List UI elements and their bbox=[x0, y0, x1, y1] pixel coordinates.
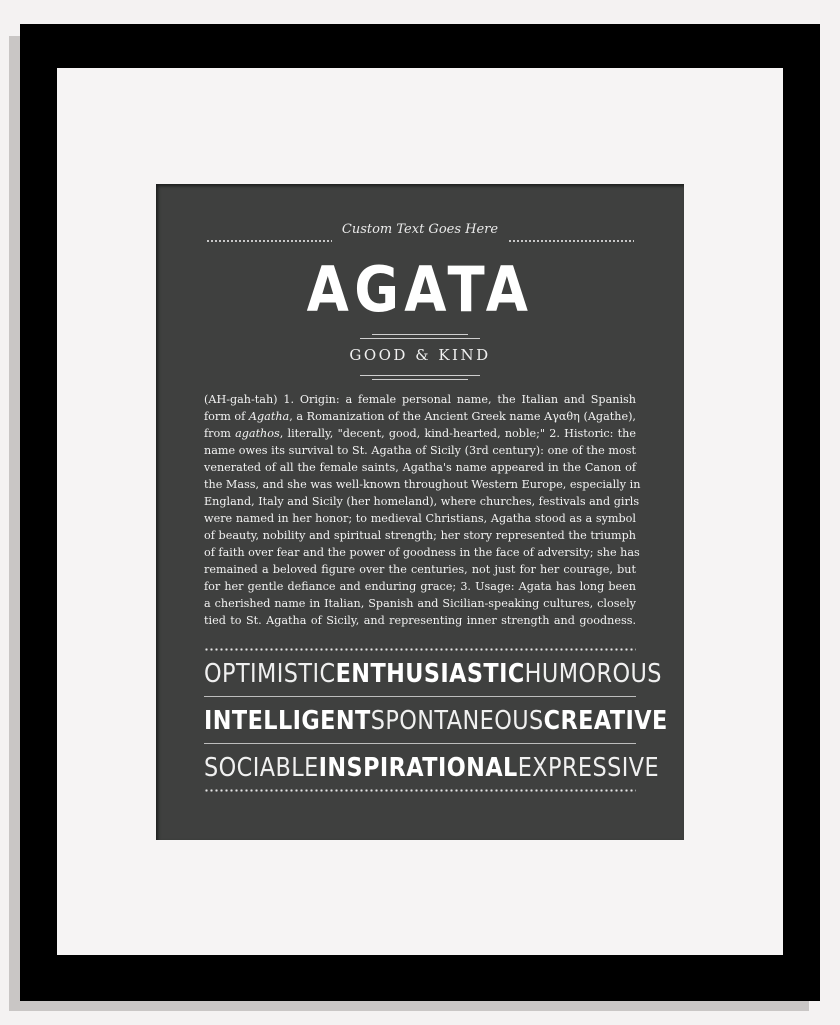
trait: HUMOROUS bbox=[524, 659, 662, 689]
dotted-rule-traits-bottom bbox=[204, 789, 636, 792]
name-title: AGATA bbox=[306, 253, 534, 326]
trait: INSPIRATIONAL bbox=[318, 753, 518, 783]
definition-line: the Mass, and she was well-known throughout Western Europe, especially in bbox=[204, 478, 641, 491]
trait-separator bbox=[204, 696, 636, 697]
definition-line: (AH-gah-tah) 1. Origin: a female personal name, the Italian and Spanish bbox=[204, 393, 636, 406]
trait: CREATIVE bbox=[543, 706, 668, 736]
custom-text: Custom Text Goes Here bbox=[341, 222, 499, 237]
trait-row-1 bbox=[204, 654, 662, 694]
trait: ENTHUSIASTIC bbox=[335, 659, 525, 689]
dotted-rule-right bbox=[508, 240, 634, 242]
definition-line: remained a beloved figure over the centuries, not just for her courage, but bbox=[204, 563, 636, 576]
trait: SOCIABLE bbox=[204, 753, 319, 783]
definition-line: venerated of all the female saints, Agatha's name appeared in the Canon of bbox=[204, 461, 636, 474]
definition-line: a cherished name in Italian, Spanish and Sicilian-speaking cultures, closely bbox=[204, 597, 636, 610]
definition-line: form of Agatha, a Romanization of the Ancient Greek name Αγαθη (Agathe), bbox=[204, 410, 636, 423]
trait-row-3 bbox=[204, 748, 660, 788]
trait-separator bbox=[204, 743, 636, 744]
trait: EXPRESSIVE bbox=[517, 753, 660, 783]
definition-line: for her gentle defiance and enduring grace; 3. Usage: Agata has long been bbox=[204, 580, 636, 593]
trait: OPTIMISTIC bbox=[204, 659, 336, 689]
definition-line: name owes its survival to St. Agatha of Sicily (3rd century): one of the most bbox=[204, 444, 636, 457]
dotted-rule-left bbox=[206, 240, 332, 242]
print-panel bbox=[156, 184, 684, 840]
trait-row-2 bbox=[204, 701, 668, 741]
name-meaning: GOOD & KIND bbox=[349, 346, 491, 364]
definition-line: England, Italy and Sicily (her homeland), where churches, festivals and girls bbox=[204, 495, 640, 508]
rule-top-1 bbox=[372, 334, 468, 335]
definition-line: of beauty, nobility and spiritual strength; her story represented the triumph bbox=[204, 529, 636, 542]
rule-top-2 bbox=[360, 338, 480, 339]
definition-text bbox=[204, 391, 641, 629]
definition-line: tied to St. Agatha of Sicily, and representing inner strength and goodness. bbox=[204, 614, 636, 627]
trait: INTELLIGENT bbox=[204, 706, 371, 736]
definition-line: from agathos, literally, "decent, good, kind-hearted, noble;" 2. Historic: the bbox=[204, 427, 636, 440]
dotted-rule-traits-top bbox=[204, 648, 636, 651]
definition-line: were named in her honor; to medieval Christians, Agatha stood as a symbol bbox=[204, 512, 636, 525]
trait: SPONTANEOUS bbox=[370, 706, 544, 736]
rule-bottom-2 bbox=[372, 379, 468, 380]
rule-bottom-1 bbox=[360, 375, 480, 376]
definition-line: of faith over fear and the power of goodness in the face of adversity; she has bbox=[204, 546, 640, 559]
